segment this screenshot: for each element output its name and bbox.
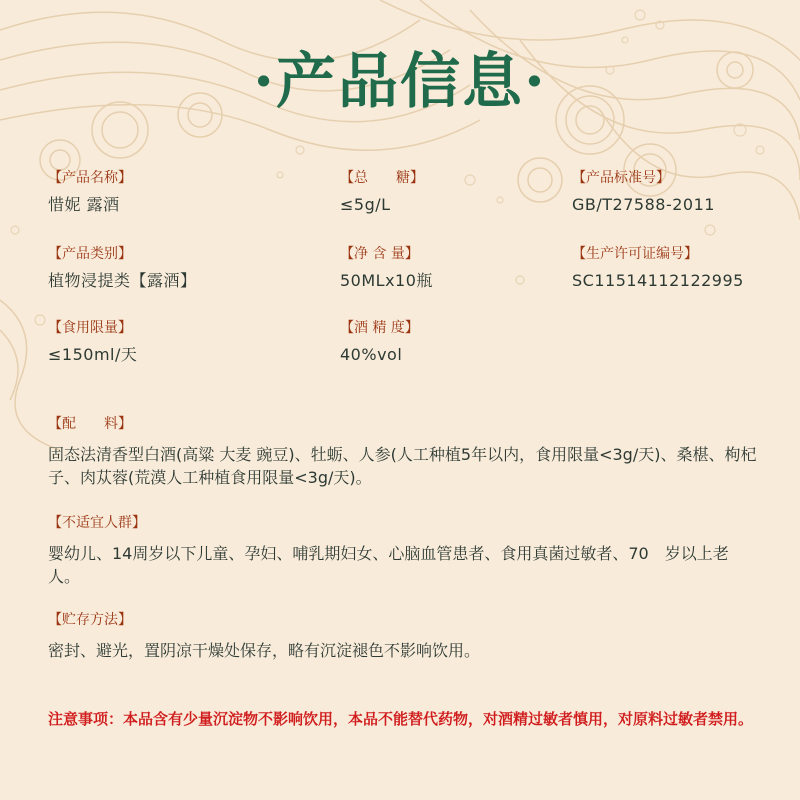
unsuitable-section: [48, 513, 760, 588]
alcohol-field: [340, 318, 419, 366]
notice-text: 注意事项：本品含有少量沉淀物不影响饮用，本品不能替代药物，对酒精过敏者慎用，对原料过敏者禁用。: [48, 710, 754, 728]
ingredients-text: 固态法清香型白酒(高粱 大麦 豌豆)、牡蛎、人参(人工种植5年以内，食用限量<3g/天)、桑椹、枸杞子、肉苁蓉(荒漠人工种植食用限量<3g/天)。: [48, 445, 757, 487]
category-field: [48, 244, 197, 292]
category-value: 植物浸提类【露酒】: [48, 271, 197, 290]
standard-number-value: GB/T27588-2011: [572, 195, 715, 214]
net-content-value: 50MLx10瓶: [340, 271, 433, 290]
product-name-field: [48, 168, 132, 216]
storage-section: [48, 610, 760, 662]
license-number-value: SC11514112122995: [572, 271, 744, 290]
total-sugar-value: ≤5g/L: [340, 195, 391, 214]
standard-number-label: 【产品标准号】: [572, 170, 670, 186]
license-number-field: [572, 244, 744, 292]
standard-number-field: [572, 168, 715, 216]
net-content-field: [340, 244, 433, 292]
product-name-label: 【产品名称】: [48, 170, 132, 186]
storage-label: 【贮存方法】: [48, 612, 132, 628]
ingredients-section: [48, 414, 760, 489]
alcohol-value: 40%vol: [340, 345, 403, 364]
ingredients-label: 【配 料】: [48, 416, 132, 432]
page-title: ·产品信息·: [253, 47, 547, 117]
total-sugar-field: [340, 168, 424, 216]
dosage-limit-label: 【食用限量】: [48, 320, 132, 336]
alcohol-label: 【酒 精 度】: [340, 320, 419, 336]
net-content-label: 【净 含 量】: [340, 246, 419, 262]
license-number-label: 【生产许可证编号】: [572, 246, 698, 262]
category-label: 【产品类别】: [48, 246, 132, 262]
unsuitable-label: 【不适宜人群】: [48, 515, 146, 531]
product-name-value: 惜妮 露酒: [48, 195, 120, 214]
dosage-limit-value: ≤150ml/天: [48, 345, 138, 364]
total-sugar-label: 【总 糖】: [340, 170, 424, 186]
storage-text: 密封、避光，置阴凉干燥处保存，略有沉淀褪色不影响饮用。: [48, 641, 481, 660]
dosage-limit-field: [48, 318, 137, 366]
unsuitable-text: 婴幼儿、14周岁以下儿童、孕妇、哺乳期妇女、心脑血管患者、食用真菌过敏者、70 岁以上老人。: [48, 544, 729, 586]
